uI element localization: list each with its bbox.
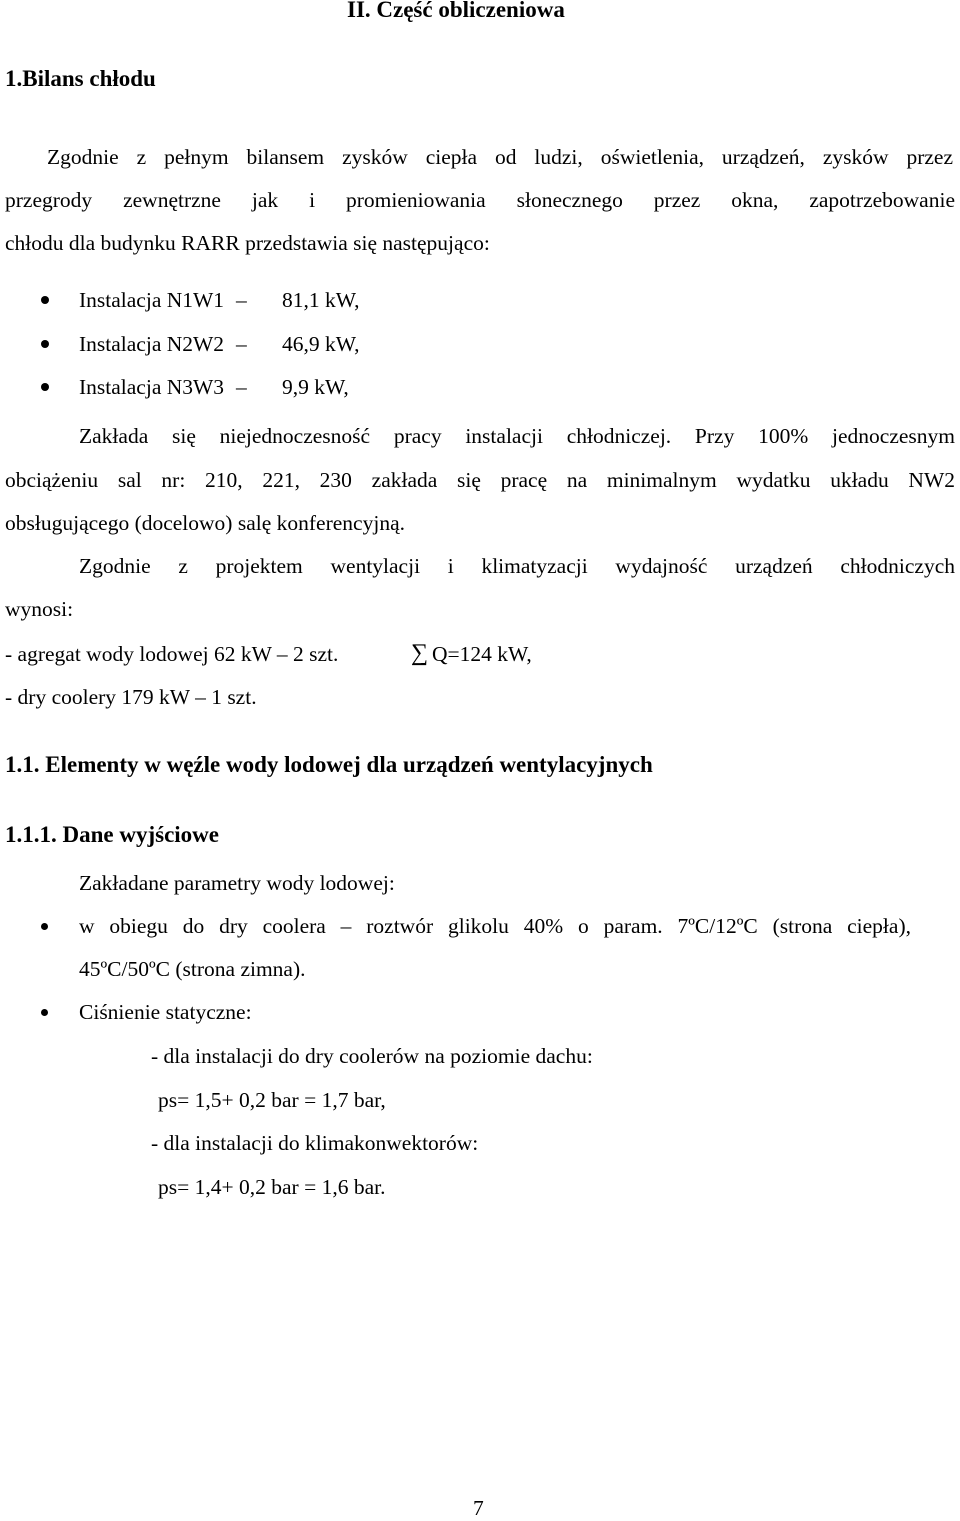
part-title: II. Część obliczeniowa <box>347 0 565 22</box>
installation-value: 81,1 kW, <box>282 288 360 312</box>
bullet-icon <box>41 923 48 930</box>
static-line-4: ps= 1,4+ 0,2 bar = 1,6 bar. <box>158 1175 386 1199</box>
equipment-line-2: - dry coolery 179 kW – 1 szt. <box>5 685 257 709</box>
installation-dash: – <box>236 288 247 312</box>
bullet-icon <box>41 1009 48 1016</box>
static-line-3: - dla instalacji do klimakonwektorów: <box>151 1131 479 1155</box>
installation-dash: – <box>236 375 247 399</box>
note-line-2: obciążeniu sal nr: 210, 221, 230 zakłada się pracę na minimalnym wydatku układu NW2 <box>5 468 955 492</box>
bullet-1-line-1: w obiegu do dry coolera – roztwór glikolu 40% o param. 7ºC/12ºC (strona ciepła), <box>79 914 911 938</box>
project-line-2: wynosi: <box>5 597 74 621</box>
installation-name: Instalacja N1W1 <box>79 288 225 312</box>
project-line-1: Zgodnie z projektem wentylacji i klimatyzacji wydajność urządzeń chłodniczych <box>79 554 955 578</box>
installation-dash: – <box>236 332 247 356</box>
installation-value: 9,9 kW, <box>282 375 349 399</box>
page-number: 7 <box>473 1496 484 1520</box>
params-label: Zakładane parametry wody lodowej: <box>79 871 395 895</box>
installation-name: Instalacja N3W3 <box>79 375 225 399</box>
bullet-1-line-2: 45ºC/50ºC (strona zimna). <box>79 957 306 981</box>
intro-line-3: chłodu dla budynku RARR przedstawia się następująco: <box>5 231 490 255</box>
bullet-icon <box>41 383 49 391</box>
equipment-line-1: - agregat wody lodowej 62 kW – 2 szt. <box>5 642 339 666</box>
sum-symbol: ∑ <box>411 640 429 666</box>
section-1-heading: 1.Bilans chłodu <box>5 66 156 91</box>
intro-line-2: przegrody zewnętrzne jak i promieniowania słonecznego przez okna, zapotrzebowanie <box>5 188 955 212</box>
note-line-1: Zakłada się niejednoczesność pracy instalacji chłodniczej. Przy 100% jednoczesnym <box>79 424 955 448</box>
static-line-1: - dla instalacji do dry coolerów na poziomie dachu: <box>151 1044 593 1068</box>
bullet-icon <box>41 296 49 304</box>
installation-name: Instalacja N2W2 <box>79 332 225 356</box>
sum-value: Q=124 kW, <box>432 642 532 666</box>
intro-line-1: Zgodnie z pełnym bilansem zysków ciepła od ludzi, oświetlenia, urządzeń, zysków przez <box>47 145 953 169</box>
static-line-2: ps= 1,5+ 0,2 bar = 1,7 bar, <box>158 1088 386 1112</box>
section-1-1-1-heading: 1.1.1. Dane wyjściowe <box>5 822 219 847</box>
bullet-2: Ciśnienie statyczne: <box>79 1000 252 1024</box>
bullet-icon <box>41 340 49 348</box>
note-line-3: obsługującego (docelowo) salę konferencyjną. <box>5 511 405 535</box>
section-1-1-heading: 1.1. Elementy w węźle wody lodowej dla urządzeń wentylacyjnych <box>5 752 653 777</box>
installation-value: 46,9 kW, <box>282 332 360 356</box>
